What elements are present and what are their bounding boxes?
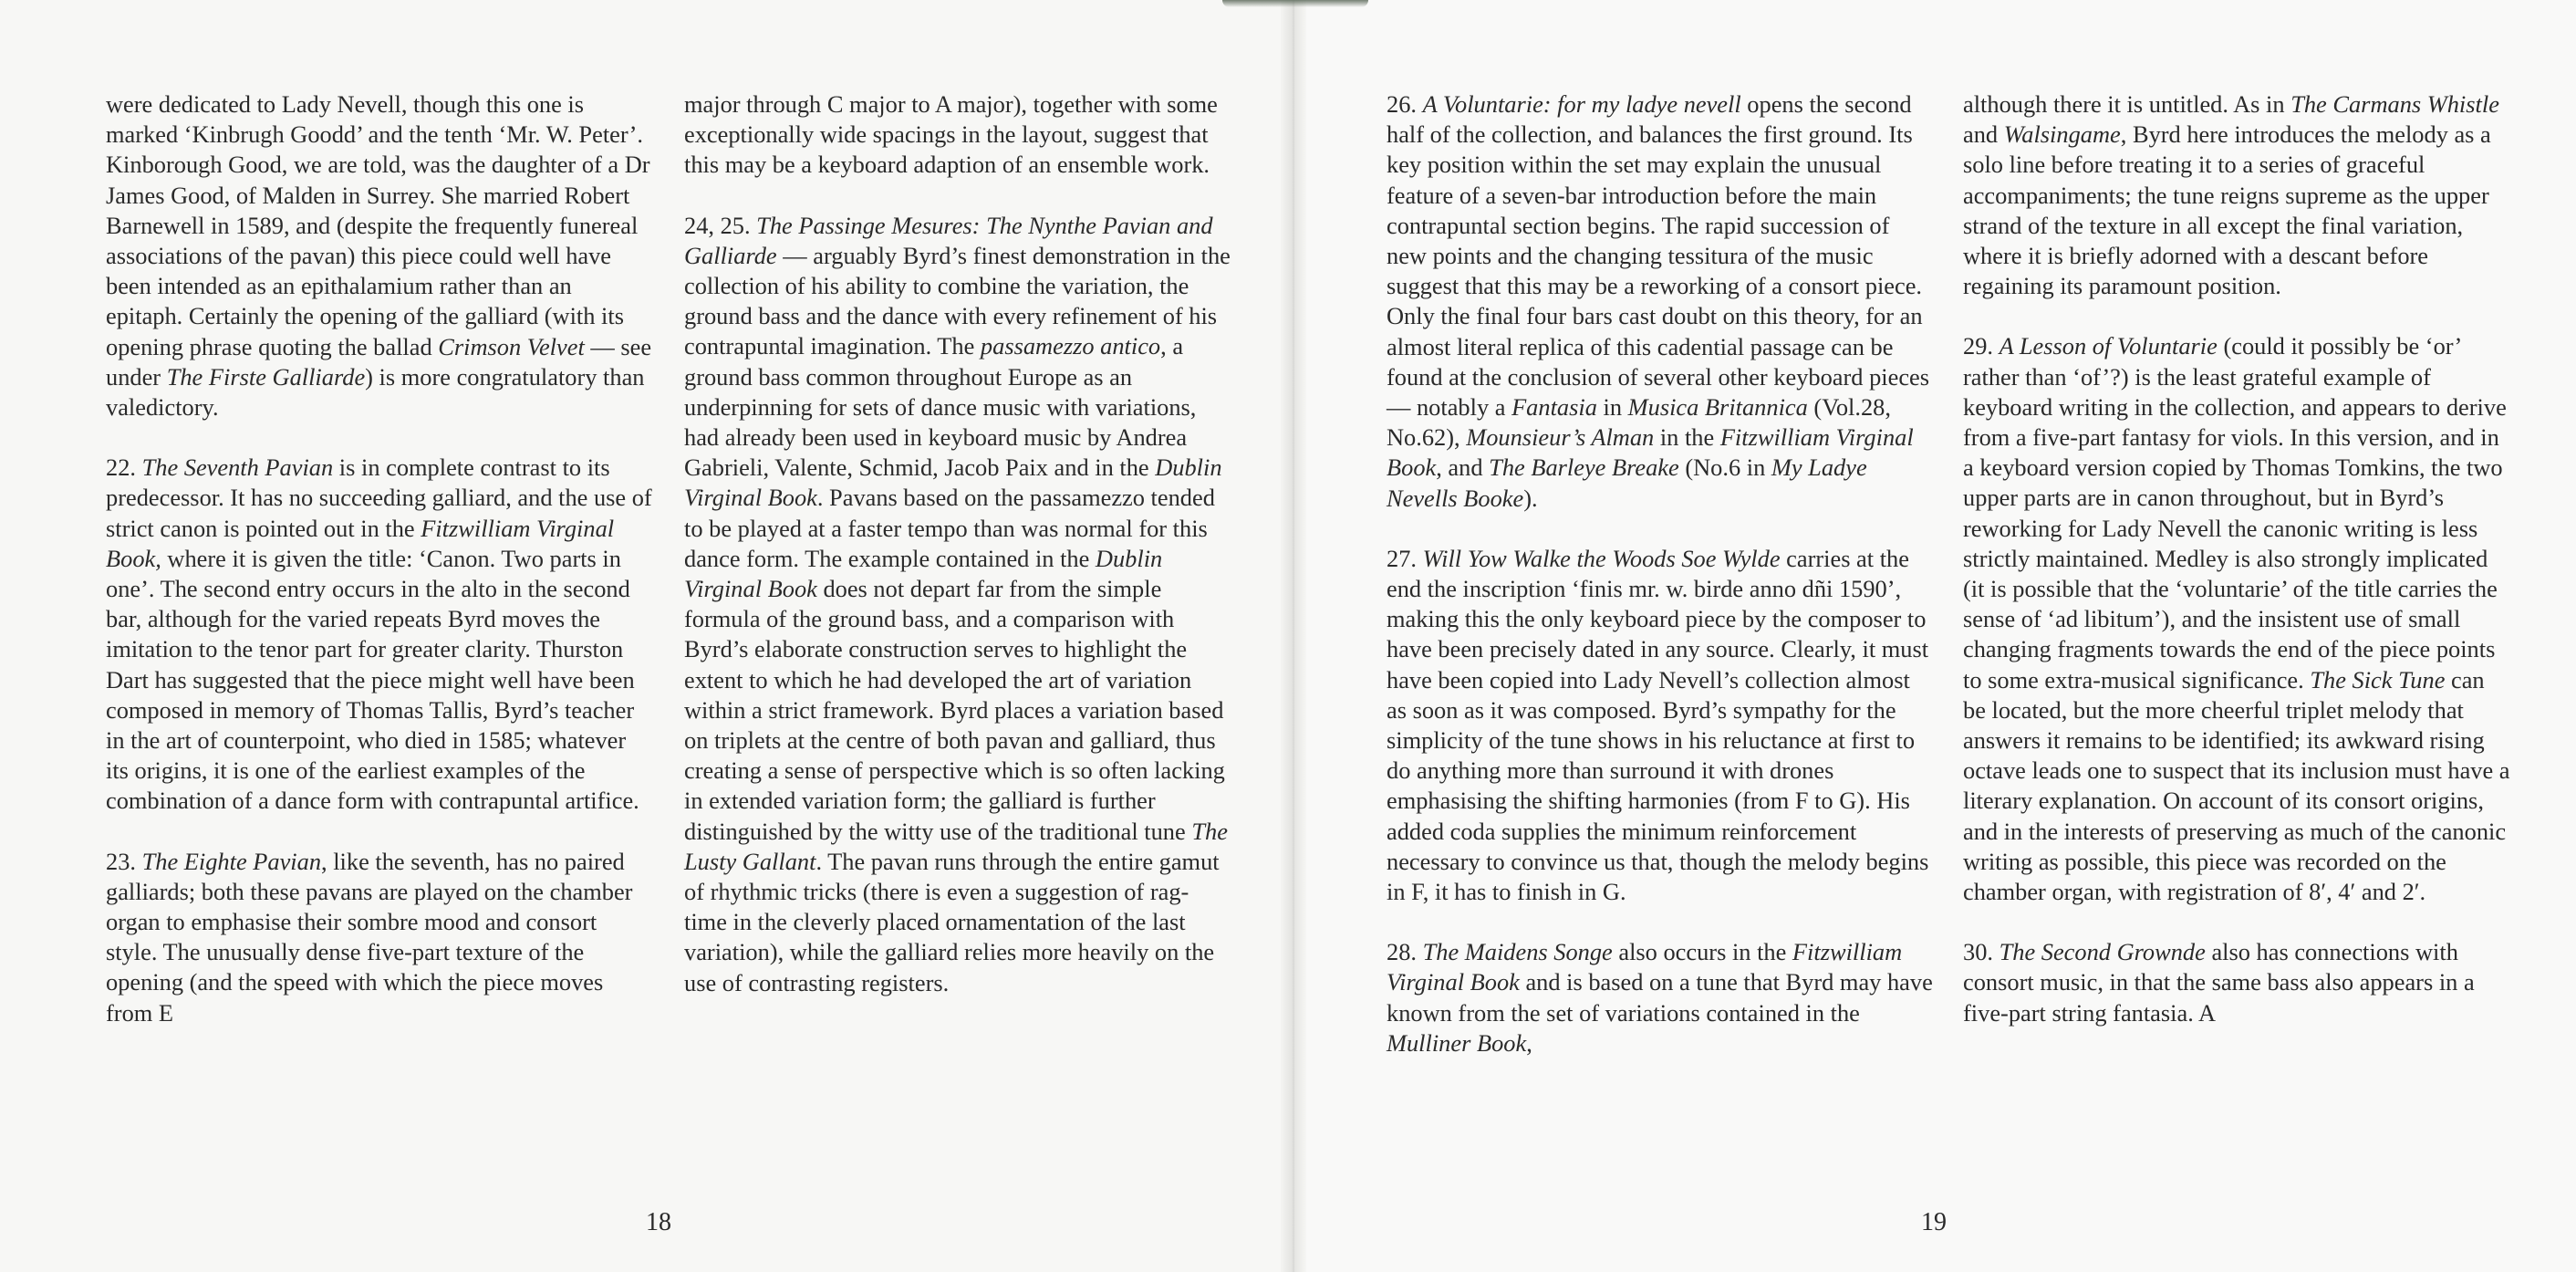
paragraph — [1387, 544, 1934, 907]
italic-title: The Firste Galliarde — [166, 362, 366, 391]
text-run: 29. — [1963, 332, 2000, 360]
italic-title: Crimson Velvet — [438, 332, 585, 360]
text-run: 28. — [1387, 938, 1423, 966]
italic-title: The Lusty Gallant — [684, 817, 1228, 875]
italic-title: Fantasia — [1511, 393, 1597, 422]
text-run: although there it is untitled. As in — [1963, 90, 2291, 118]
italic-title: Fitzwilliam Virginal Book, — [106, 514, 615, 572]
text-run: where it is given the title: ‘Canon. Two parts in one’. The second entry occurs in the alto in the second bar, although for the varied repeats Byrd moves the imitation to the tenor part for greater clarity. Thurston Dart has suggested that the piece might well have been composed in memory of Thomas Tallis, Byrd’s teacher in the art of counterpoint, who died in 1585; whatever its origins, it is one of the earliest examples of the combination of a dance form with contrapuntal artifice. — [106, 544, 639, 815]
text-run: were dedicated to Lady Nevell, though this one is marked ‘Kinbrugh Goodd’ and the tenth ‘Mr. W. Peter’. Kinborough Good, we are told, was the daughter of a Dr James Good, of Malden in Surrey. She married Robert Barnewell in 1589, and (despite the frequently funereal associations of the pavan) this piece could well have been intended as an epithalamium rather than an epitaph. Certainly the opening of the galliard (with its opening phrase quoting the ballad — [106, 90, 650, 360]
italic-title: Dublin Virginal Book — [684, 454, 1222, 512]
italic-title: My Ladye Nevells Booke — [1387, 454, 1867, 512]
page-number-left: 18 — [646, 1208, 671, 1236]
italic-title: Will Yow Walke the Woods Soe Wylde — [1422, 544, 1781, 572]
italic-title: A Voluntarie: for my ladye nevell — [1422, 90, 1741, 118]
text-column — [106, 89, 653, 1028]
text-run: — see under — [106, 332, 652, 391]
text-run: , Byrd here introduces the melody as a solo line before treating it to a series of graceful accompaniments; the tune reigns supreme as the upper strand of the texture in all except the final variation, where it is briefly adorned with a descant before regaining its paramount position. — [1963, 120, 2491, 300]
text-column — [1963, 89, 2510, 1028]
paragraph — [684, 89, 1231, 181]
italic-title: The Carmans Whistle — [2290, 90, 2499, 118]
text-run: , and — [1436, 454, 1490, 482]
paragraph — [106, 453, 653, 816]
text-run: also occurs in the — [1612, 938, 1792, 966]
text-run: ) is more congratulatory than valedictory. — [106, 362, 645, 422]
italic-title: The Second Grownde — [1999, 938, 2206, 966]
text-column — [684, 89, 1231, 998]
text-column — [1387, 89, 1934, 1058]
paragraph — [1963, 89, 2510, 301]
text-run: (Vol.28, No.62), — [1387, 393, 1891, 452]
text-run: is in complete contrast to its predecessor. It has no succeeding galliard, and the use of strict canon is pointed out in the — [106, 454, 652, 542]
italic-title: The Barleye Breake — [1489, 454, 1679, 482]
text-run: in the — [1654, 423, 1720, 452]
text-run: . The pavan runs through the entire gamut of rhythmic tricks (there is even a suggestion of rag-time in the cleverly placed ornamentation of the last variation), while the galliard relies more heavily on the use of contrasting registers. — [684, 847, 1220, 996]
paragraph — [106, 89, 653, 422]
text-run: also has connections with consort music, in that the same bass also appears in a five-part string fantasia. A — [1963, 938, 2475, 1027]
text-run: and — [1963, 120, 2004, 149]
text-run: . Pavans based on the passamezzo tended to be played at a faster tempo than was normal for this dance form. The example contained in the — [684, 484, 1215, 572]
italic-title: The Sick Tune — [2310, 665, 2446, 693]
italic-title: The Seventh Pavian — [141, 454, 334, 482]
italic-title: Musica Britannica — [1627, 393, 1808, 422]
text-run: — arguably Byrd’s finest demonstration in the collection of his ability to combine the variation, the ground bass and the dance with every refinement of his contrapuntal imagination. The — [684, 241, 1231, 360]
paragraph — [1963, 331, 2510, 907]
paragraph — [106, 847, 653, 1028]
text-run: opens the second half of the collection, and balances the first ground. Its key position within the set may explain the unusual feature of a seven-bar introduction before the main contrapuntal section begins. The rapid succession of new points and the changing tessitura of the music suggest that this may be a reworking of a consort piece. Only the final four bars cast doubt on this theory, for an almost literal replica of this cadential passage can be found at the conclusion of several other keyboard pieces — notably a — [1387, 90, 1930, 422]
text-run: 22. — [106, 454, 142, 482]
text-run: 30. — [1963, 938, 2000, 966]
text-run: (could it possibly be ‘or’ rather than ‘of’?) is the least grateful example of keyboard writing in the collection, and appears to derive from a five-part fantasy for viols. In this version, and in a keyboard version copied by Thomas Tomkins, the two upper parts are in canon throughout, but in Byrd’s reworking for Lady Nevell the canonic writing is less strictly maintained. Medley is also strongly implicated (it is possible that the ‘voluntarie’ of the title carries the sense of ‘ad libitum’), and the insistent use of small changing fragments towards the end of the piece points to some extra-musical significance. — [1963, 332, 2507, 693]
paragraph — [1963, 937, 2510, 1028]
italic-title: passamezzo antico — [980, 332, 1161, 360]
paragraph — [1387, 89, 1934, 514]
binding-edge — [1222, 0, 1368, 7]
text-run: carries at the end the inscription ‘finis mr. w. birde anno dñi 1590’, making this the only keyboard piece by the composer to have been precisely dated in any source. Clearly, it must have been copied into Lady Nevell’s collection almost as soon as it was composed. Byrd’s sympathy for the simplicity of the tune shows in his reluctance at first to do anything more than surround it with drones emphasising the shifting harmonies (from F to G). His added coda supplies the minimum reinforcement necessary to convince us that, though the melody begins in F, it has to finish in G. — [1387, 544, 1929, 906]
text-run: , — [1526, 1028, 1532, 1057]
paragraph — [684, 211, 1231, 998]
text-run: , like the seventh, has no paired galliards; both these pavans are played on the chamber organ to emphasise their sombre mood and consort style. The unusually dense five-part texture of the opening (and the speed with which the piece moves from E — [106, 847, 633, 1027]
italic-title: The Passinge Mesures: The Nynthe Pavian and Galliarde — [684, 211, 1213, 269]
page-gutter — [1281, 0, 1306, 1272]
italic-title: Fitzwilliam Virginal Book — [1387, 938, 1903, 996]
text-run: , a ground bass common throughout Europe as an underpinning for sets of dance music with variations, had already been used in keyboard music by Andrea Gabrieli, Valente, Schmid, Jacob Paix and in the — [684, 332, 1197, 482]
text-run: ). — [1523, 484, 1538, 512]
text-run: and is based on a tune that Byrd may have known from the set of variations contained in the — [1387, 968, 1933, 1027]
text-run: in — [1596, 393, 1628, 422]
text-run: 24, 25. — [684, 211, 757, 239]
italic-title: The Maidens Songe — [1422, 938, 1613, 966]
paragraph — [1387, 937, 1934, 1058]
text-run: (No.6 in — [1678, 454, 1771, 482]
italic-title: Dublin Virginal Book — [684, 544, 1163, 603]
text-run: can be located, but the more cheerful triplet melody that answers it remains to be identified; its awkward rising octave leads one to suspect that its inclusion must have a literary explanation. On account of its consort origins, and in the interests of preserving as much of the canonic writing as possible, this piece was recorded on the chamber organ, with registration of 8′, 4′ and 2′. — [1963, 665, 2510, 906]
italic-title: Mulliner Book — [1387, 1028, 1527, 1057]
italic-title: Mounsieur’s Alman — [1466, 423, 1655, 452]
text-run: 26. — [1387, 90, 1423, 118]
text-run: 23. — [106, 847, 142, 875]
italic-title: The Eighte Pavian — [141, 847, 322, 875]
text-run: major through C major to A major), together with some exceptionally wide spacings in the layout, suggest that this may be a keyboard adaption of an ensemble work. — [684, 90, 1218, 179]
italic-title: Fitzwilliam Virginal Book — [1387, 423, 1914, 482]
italic-title: A Lesson of Voluntarie — [1999, 332, 2218, 360]
text-run: 27. — [1387, 544, 1423, 572]
italic-title: Walsingame — [2003, 120, 2121, 149]
text-run: does not depart far from the simple formula of the ground bass, and a comparison with Byrd’s elaborate construction serves to highlight the extent to which he had developed the art of variation within a strict framework. Byrd places a variation based on triplets at the centre of both pavan and galliard, thus creating a sense of perspective which is so often lacking in extended variation form; the galliard is further distinguished by the witty use of the traditional tune — [684, 575, 1225, 845]
page-number-right: 19 — [1921, 1208, 1947, 1236]
